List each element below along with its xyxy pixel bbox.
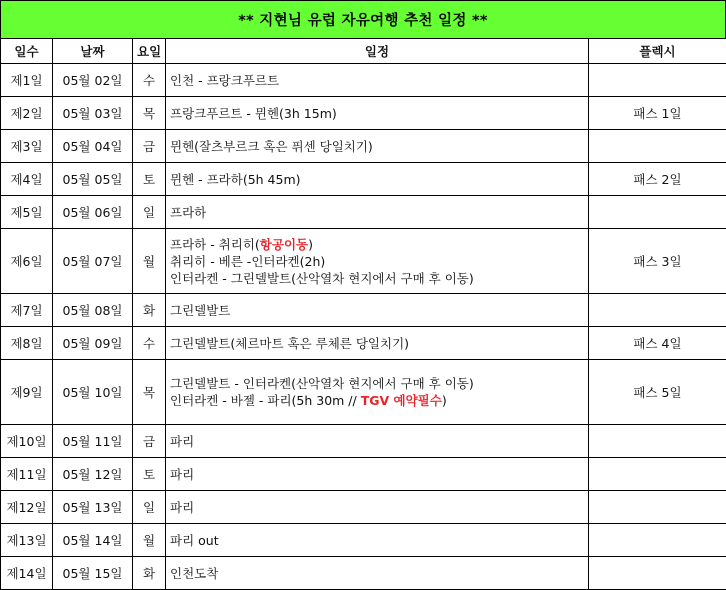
weekday-cell[interactable]: 월 (133, 524, 166, 557)
plan-highlight: TGV 예약필수 (361, 393, 442, 408)
weekday-cell[interactable]: 일 (133, 196, 166, 229)
date-cell[interactable]: 05월 15일 (53, 557, 133, 590)
plan-text: 파리 (170, 500, 194, 515)
header-date[interactable]: 날짜 (53, 39, 133, 64)
plan-text: ) (308, 237, 313, 252)
plan-cell[interactable] (166, 491, 589, 524)
plan-line (170, 532, 584, 549)
flexi-pass-cell[interactable] (589, 458, 726, 491)
day-cell[interactable]: 제10일 (1, 425, 53, 458)
plan-cell[interactable] (166, 294, 589, 327)
plan-cell[interactable] (166, 327, 589, 360)
day-cell[interactable]: 제7일 (1, 294, 53, 327)
weekday-cell[interactable]: 화 (133, 557, 166, 590)
table-row (1, 425, 726, 458)
weekday-cell[interactable]: 수 (133, 327, 166, 360)
flexi-pass-cell[interactable] (589, 425, 726, 458)
flexi-pass-cell[interactable] (589, 294, 726, 327)
date-cell[interactable]: 05월 07일 (53, 229, 133, 294)
plan-line (170, 204, 584, 221)
date-cell[interactable]: 05월 12일 (53, 458, 133, 491)
table-row (1, 130, 726, 163)
plan-line (170, 236, 584, 253)
flexi-pass-cell[interactable]: 패스 4일 (589, 327, 726, 360)
flexi-pass-cell[interactable] (589, 491, 726, 524)
day-cell[interactable]: 제2일 (1, 97, 53, 130)
plan-line (170, 171, 584, 188)
plan-line (170, 72, 584, 89)
table-row (1, 557, 726, 590)
plan-line (170, 335, 584, 352)
plan-text: 인터라켄 - 그린델발트(산악열차 현지에서 구매 후 이동) (170, 271, 474, 286)
header-row (1, 39, 726, 64)
date-cell[interactable]: 05월 08일 (53, 294, 133, 327)
plan-cell[interactable] (166, 163, 589, 196)
date-cell[interactable]: 05월 09일 (53, 327, 133, 360)
table-row (1, 294, 726, 327)
plan-cell[interactable] (166, 557, 589, 590)
date-cell[interactable]: 05월 10일 (53, 360, 133, 425)
day-cell[interactable]: 제13일 (1, 524, 53, 557)
weekday-cell[interactable]: 토 (133, 163, 166, 196)
table-row (1, 229, 726, 294)
itinerary-table (0, 38, 726, 590)
table-row (1, 491, 726, 524)
date-cell[interactable]: 05월 06일 (53, 196, 133, 229)
weekday-cell[interactable]: 토 (133, 458, 166, 491)
weekday-cell[interactable]: 목 (133, 97, 166, 130)
table-row (1, 524, 726, 557)
plan-line (170, 433, 584, 450)
plan-text: 인터라켄 - 바젤 - 파리(5h 30m // (170, 393, 361, 408)
header-flexi[interactable]: 플렉시 (589, 39, 726, 64)
day-cell[interactable]: 제12일 (1, 491, 53, 524)
flexi-pass-cell[interactable]: 패스 2일 (589, 163, 726, 196)
plan-text: 뮌헨 - 프라하(5h 45m) (170, 172, 301, 187)
day-cell[interactable]: 제5일 (1, 196, 53, 229)
plan-line (170, 270, 584, 287)
flexi-pass-cell[interactable] (589, 557, 726, 590)
day-cell[interactable]: 제11일 (1, 458, 53, 491)
table-row (1, 196, 726, 229)
plan-text: 파리 out (170, 533, 219, 548)
day-cell[interactable]: 제14일 (1, 557, 53, 590)
date-cell[interactable]: 05월 05일 (53, 163, 133, 196)
plan-text: ) (442, 393, 447, 408)
plan-line (170, 565, 584, 582)
day-cell[interactable]: 제3일 (1, 130, 53, 163)
day-cell[interactable]: 제9일 (1, 360, 53, 425)
header-plan[interactable]: 일정 (166, 39, 589, 64)
plan-cell[interactable] (166, 360, 589, 425)
plan-text: 인천 - 프랑크푸르트 (170, 73, 279, 88)
plan-line (170, 105, 584, 122)
day-cell[interactable]: 제1일 (1, 64, 53, 97)
plan-cell[interactable] (166, 64, 589, 97)
plan-cell[interactable] (166, 97, 589, 130)
table-row (1, 163, 726, 196)
flexi-pass-cell[interactable]: 패스 3일 (589, 229, 726, 294)
plan-cell[interactable] (166, 229, 589, 294)
date-cell[interactable]: 05월 14일 (53, 524, 133, 557)
plan-text: 파리 (170, 467, 194, 482)
flexi-pass-cell[interactable] (589, 64, 726, 97)
plan-cell[interactable] (166, 425, 589, 458)
plan-line (170, 466, 584, 483)
plan-cell[interactable] (166, 458, 589, 491)
table-row (1, 458, 726, 491)
day-cell[interactable]: 제6일 (1, 229, 53, 294)
weekday-cell[interactable]: 금 (133, 130, 166, 163)
plan-cell[interactable] (166, 524, 589, 557)
weekday-cell[interactable]: 수 (133, 64, 166, 97)
plan-text: 뮌헨(잘츠부르크 혹은 퓌센 당일치기) (170, 139, 373, 154)
plan-text: 인천도착 (170, 566, 218, 581)
sheet-title[interactable]: ** 지현님 유럽 자유여행 추천 일정 ** (0, 0, 726, 39)
flexi-pass-cell[interactable]: 패스 1일 (589, 97, 726, 130)
table-row (1, 360, 726, 425)
date-cell[interactable]: 05월 02일 (53, 64, 133, 97)
plan-line (170, 375, 584, 392)
plan-cell[interactable] (166, 196, 589, 229)
plan-line (170, 499, 584, 516)
date-cell[interactable]: 05월 03일 (53, 97, 133, 130)
weekday-cell[interactable]: 월 (133, 229, 166, 294)
flexi-pass-cell[interactable] (589, 524, 726, 557)
plan-line (170, 302, 584, 319)
plan-highlight: 항공이동 (260, 237, 308, 252)
plan-text: 프라하 - 취리히( (170, 237, 260, 252)
day-cell[interactable]: 제4일 (1, 163, 53, 196)
weekday-cell[interactable]: 금 (133, 425, 166, 458)
plan-line (170, 138, 584, 155)
weekday-cell[interactable]: 화 (133, 294, 166, 327)
itinerary-rows (1, 64, 726, 590)
flexi-pass-cell[interactable] (589, 130, 726, 163)
plan-line (170, 253, 584, 270)
weekday-cell[interactable]: 일 (133, 491, 166, 524)
plan-text: 그린델발트(체르마트 혹은 루체른 당일치기) (170, 336, 409, 351)
plan-line (170, 392, 584, 409)
date-cell[interactable]: 05월 04일 (53, 130, 133, 163)
plan-text: 그린델발트 - 인터라켄(산악열차 현지에서 구매 후 이동) (170, 376, 474, 391)
header-dow[interactable]: 요일 (133, 39, 166, 64)
header-day[interactable]: 일수 (1, 39, 53, 64)
weekday-cell[interactable]: 목 (133, 360, 166, 425)
flexi-pass-cell[interactable] (589, 196, 726, 229)
plan-text: 그린델발트 (170, 303, 230, 318)
plan-cell[interactable] (166, 130, 589, 163)
flexi-pass-cell[interactable]: 패스 5일 (589, 360, 726, 425)
day-cell[interactable]: 제8일 (1, 327, 53, 360)
table-row (1, 64, 726, 97)
table-row (1, 327, 726, 360)
plan-text: 파리 (170, 434, 194, 449)
table-row (1, 97, 726, 130)
plan-text: 프라하 (170, 205, 206, 220)
plan-text: 취리히 - 베른 -인터라켄(2h) (170, 254, 325, 269)
plan-text: 프랑크푸르트 - 뮌헨(3h 15m) (170, 106, 337, 121)
date-cell[interactable]: 05월 13일 (53, 491, 133, 524)
date-cell[interactable]: 05월 11일 (53, 425, 133, 458)
